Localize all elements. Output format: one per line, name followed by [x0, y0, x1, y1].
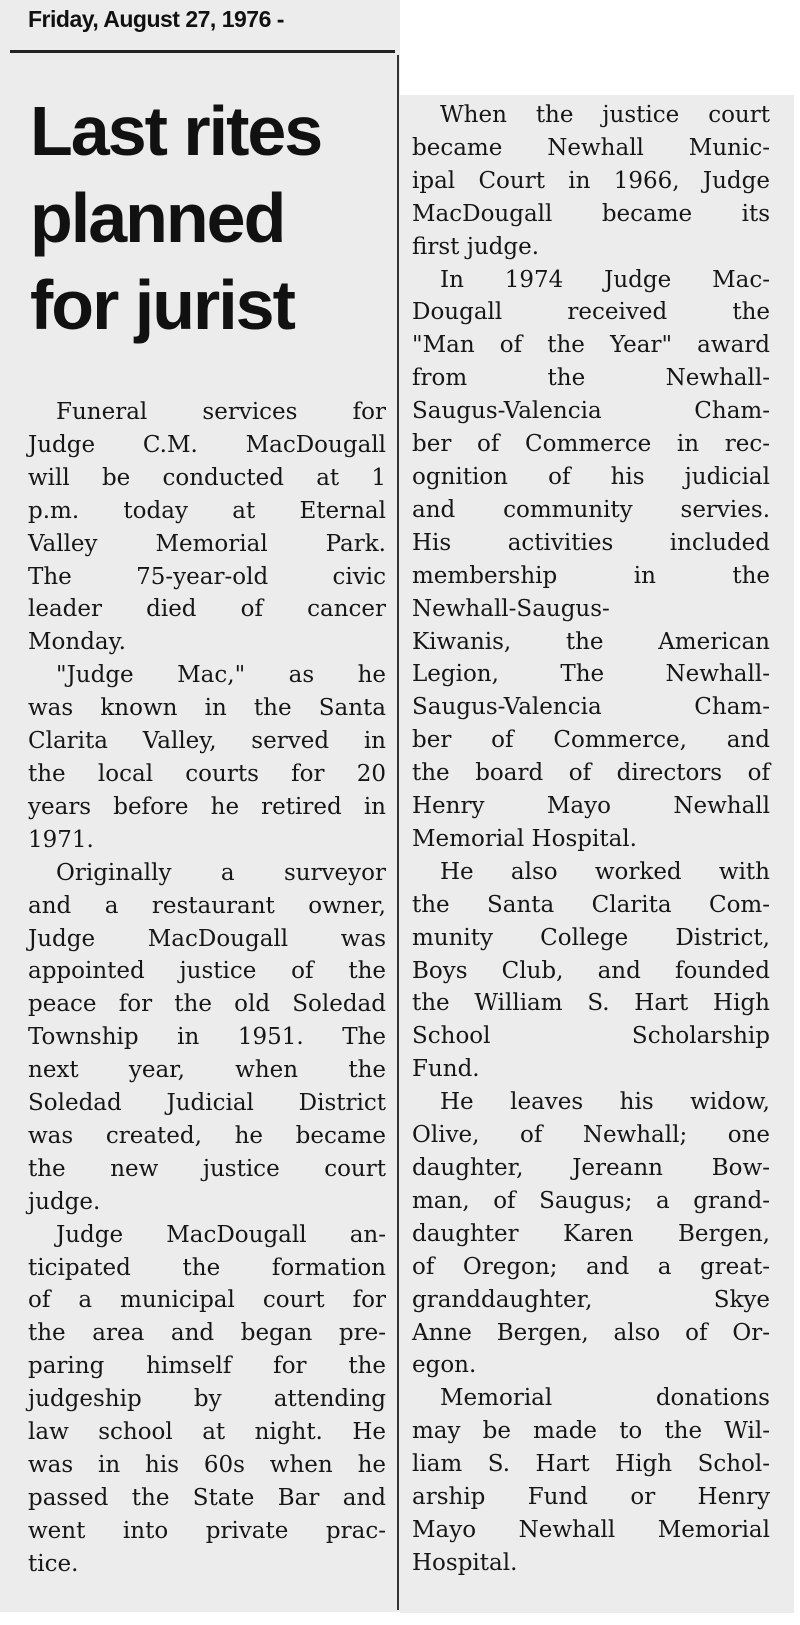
article-line: and community servies.: [412, 496, 770, 523]
article-line: arship Fund or Henry: [412, 1484, 770, 1511]
article-line: membership in the: [412, 562, 770, 589]
article-line: Judge C.M. MacDougall: [28, 431, 386, 458]
article-line: Memorial Hospital.: [412, 825, 637, 852]
article-line: was in his 60s when he: [28, 1452, 386, 1478]
headline-line: planned: [30, 179, 285, 257]
article-line: was known in the Santa: [28, 695, 386, 722]
article-line: ber of Commerce, and: [412, 727, 770, 754]
article-line: Anne Bergen, also of Or-: [412, 1319, 770, 1346]
article-line: MacDougall became its: [412, 200, 770, 227]
article-line: Hospital.: [412, 1549, 518, 1576]
article-line: tice.: [28, 1550, 79, 1577]
article-column-right: [412, 99, 770, 1580]
article-line: Olive, of Newhall; one: [412, 1122, 770, 1149]
article-paragraph: [412, 264, 770, 856]
article-line: ber of Commerce in rec-: [412, 431, 770, 458]
article-line: The 75-year-old civic: [28, 563, 386, 590]
column-rule: [397, 55, 399, 1610]
article-paragraph: [28, 659, 386, 856]
article-line: Boys Club, and founded: [412, 957, 770, 984]
article-line: the William S. Hart High: [412, 990, 770, 1017]
article-line: Monday.: [28, 629, 126, 656]
article-line: leader died of cancer: [28, 596, 386, 623]
article-line: daughter, Jereann Bow-: [412, 1155, 770, 1181]
headline: [30, 88, 390, 349]
article-line: "Man of the Year" award: [412, 332, 770, 359]
headline-line: Last rites: [30, 92, 322, 170]
article-line: first judge.: [412, 233, 540, 260]
article-line: paring himself for the: [28, 1353, 386, 1380]
article-line: judgeship by attending: [28, 1386, 386, 1413]
article-line: years before he retired in: [28, 793, 386, 820]
article-line: ognition of his judicial: [412, 463, 770, 490]
article-line: of a municipal court for: [28, 1287, 386, 1314]
article-line: Judge MacDougall was: [28, 925, 386, 952]
article-line: passed the State Bar and: [28, 1484, 386, 1511]
article-line: Fund.: [412, 1056, 480, 1083]
article-line: In 1974 Judge Mac-: [440, 266, 770, 293]
article-line: Saugus-Valencia Cham-: [412, 694, 770, 721]
article-line: may be made to the Wil-: [412, 1418, 770, 1445]
article-line: Valley Memorial Park.: [28, 530, 386, 557]
headline-line: for jurist: [30, 266, 294, 344]
article-paragraph: [28, 1219, 386, 1581]
article-line: Originally a surveyor: [56, 859, 386, 886]
article-line: 1971.: [28, 826, 94, 853]
article-line: munity College District,: [412, 924, 770, 951]
article-line: egon.: [412, 1352, 477, 1379]
article-line: peace for the old Soledad: [28, 991, 386, 1018]
article-line: Newhall-Saugus-: [412, 595, 610, 622]
article-line: daughter Karen Bergen,: [412, 1220, 770, 1247]
article-line: became Newhall Munic-: [412, 134, 770, 161]
article-line: Kiwanis, the American: [412, 628, 770, 655]
article-line: and a restaurant owner,: [28, 892, 386, 919]
article-line: Funeral services for: [56, 399, 386, 425]
article-paragraph: [412, 99, 770, 264]
article-line: ipal Court in 1966, Judge: [412, 167, 770, 194]
article-line: the local courts for 20: [28, 760, 386, 787]
article-line: He leaves his widow,: [440, 1089, 770, 1116]
article-line: appointed justice of the: [28, 958, 386, 985]
article-paragraph: [412, 1086, 770, 1382]
article-line: "Judge Mac," as he: [56, 662, 386, 689]
article-line: His activities included: [412, 529, 770, 556]
article-line: Dougall received the: [412, 299, 770, 326]
article-line: Soledad Judicial District: [28, 1090, 386, 1117]
article-paragraph: [28, 396, 386, 659]
article-line: liam S. Hart High Schol-: [412, 1451, 770, 1478]
article-paragraph: [28, 857, 386, 1219]
article-line: Saugus-Valencia Cham-: [412, 398, 770, 425]
article-line: law school at night. He: [28, 1419, 386, 1446]
article-line: Clarita Valley, served in: [28, 728, 386, 755]
article-line: went into private prac-: [28, 1517, 386, 1544]
article-line: Legion, The Newhall-: [412, 661, 770, 688]
dateline-rule: [10, 50, 395, 53]
article-line: judge.: [28, 1188, 101, 1215]
article-line: granddaughter, Skye: [412, 1286, 770, 1313]
article-line: the Santa Clarita Com-: [412, 891, 770, 918]
article-paragraph: [412, 1382, 770, 1579]
article-line: School Scholarship: [412, 1023, 770, 1050]
article-line: ticipated the formation: [28, 1254, 386, 1281]
article-line: next year, when the: [28, 1057, 386, 1084]
article-line: When the justice court: [440, 102, 770, 128]
article-line: the new justice court: [28, 1155, 386, 1182]
article-line: Judge MacDougall an-: [56, 1221, 386, 1248]
article-line: Mayo Newhall Memorial: [412, 1516, 770, 1543]
article-line: Memorial donations: [440, 1385, 770, 1412]
article-line: will be conducted at 1: [28, 464, 386, 491]
article-line: of Oregon; and a great-: [412, 1253, 770, 1280]
article-line: the board of directors of: [412, 760, 770, 787]
article-line: He also worked with: [440, 858, 770, 885]
article-column-left: [28, 396, 386, 1581]
article-line: from the Newhall-: [412, 365, 770, 392]
article-line: was created, he became: [28, 1122, 386, 1149]
article-line: man, of Saugus; a grand-: [412, 1187, 770, 1214]
article-line: Henry Mayo Newhall: [412, 793, 770, 820]
article-line: Township in 1951. The: [28, 1024, 386, 1051]
article-line: the area and began pre-: [28, 1320, 386, 1347]
article-paragraph: [412, 856, 770, 1086]
dateline: Friday, August 27, 1976 -: [28, 6, 284, 32]
article-line: p.m. today at Eternal: [28, 497, 386, 524]
